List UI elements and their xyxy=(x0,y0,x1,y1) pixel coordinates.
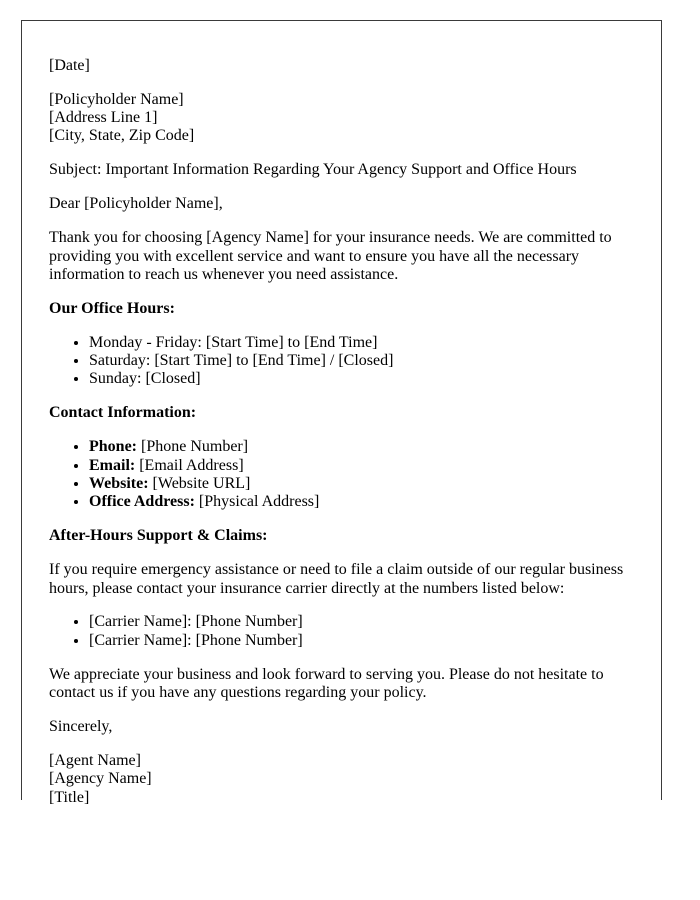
recipient-block xyxy=(49,91,634,146)
subject-line: Subject: Important Information Regarding Your Agency Support and Office Hours xyxy=(49,161,577,179)
contact-value-website: [Website URL] xyxy=(152,474,251,492)
signature-agent-name: [Agent Name] xyxy=(49,752,141,770)
recipient-name: [Policyholder Name] xyxy=(49,90,184,108)
contact-item-office-address xyxy=(89,493,634,511)
contact-item-website xyxy=(89,475,634,493)
office-hours-heading: Our Office Hours: xyxy=(49,299,175,317)
contact-item-phone xyxy=(89,438,634,456)
office-hours-list xyxy=(49,334,634,389)
after-hours-paragraph: If you require emergency assistance or need to file a claim outside of our regular business hours, please contact your insurance carrier directly at the numbers listed below: xyxy=(49,561,624,597)
carrier-item: • [Carrier Name]: [Phone Number] xyxy=(89,632,634,650)
recipient-address-line1: [Address Line 1] xyxy=(49,108,158,126)
office-hours-item-saturday: • Saturday: [Start Time] to [End Time] / [Closed] xyxy=(89,352,634,370)
contact-label-office-address: Office Address: xyxy=(89,493,195,511)
contact-value-office-address: [Physical Address] xyxy=(198,493,320,511)
office-hours-item-weekday: • Monday - Friday: [Start Time] to [End Time] xyxy=(89,334,634,352)
carriers-list xyxy=(49,613,634,650)
contact-label-email: Email: xyxy=(89,456,136,474)
contact-heading: Contact Information: xyxy=(49,404,197,422)
carrier-item: • [Carrier Name]: [Phone Number] xyxy=(89,613,634,631)
contact-label-phone: Phone: xyxy=(89,438,137,456)
contact-label-website: Website: xyxy=(89,474,149,492)
contact-item-email xyxy=(89,457,634,475)
signature-block xyxy=(49,752,634,807)
signature-title: [Title] xyxy=(49,788,90,806)
sign-off: Sincerely, xyxy=(49,718,113,736)
contact-list xyxy=(49,438,634,511)
closing-paragraph: We appreciate your business and look forward to serving you. Please do not hesitate to contact us if you have any questions regarding your policy. xyxy=(49,665,604,702)
signature-agency-name: [Agency Name] xyxy=(49,770,152,788)
contact-value-phone: [Phone Number] xyxy=(141,438,249,456)
intro-paragraph: Thank you for choosing [Agency Name] for your insurance needs. We are committed to providing you with excellent service and want to ensure you have all the necessary information to reach us whenever you need assistance. xyxy=(49,229,612,283)
date-line: [Date] xyxy=(49,56,90,74)
contact-value-email: [Email Address] xyxy=(139,456,244,474)
salutation: Dear [Policyholder Name], xyxy=(49,195,223,213)
recipient-city-state-zip: [City, State, Zip Code] xyxy=(49,127,195,145)
office-hours-item-sunday: • Sunday: [Closed] xyxy=(89,370,634,388)
after-hours-heading: After-Hours Support & Claims: xyxy=(49,527,268,545)
letter-document xyxy=(21,20,662,806)
